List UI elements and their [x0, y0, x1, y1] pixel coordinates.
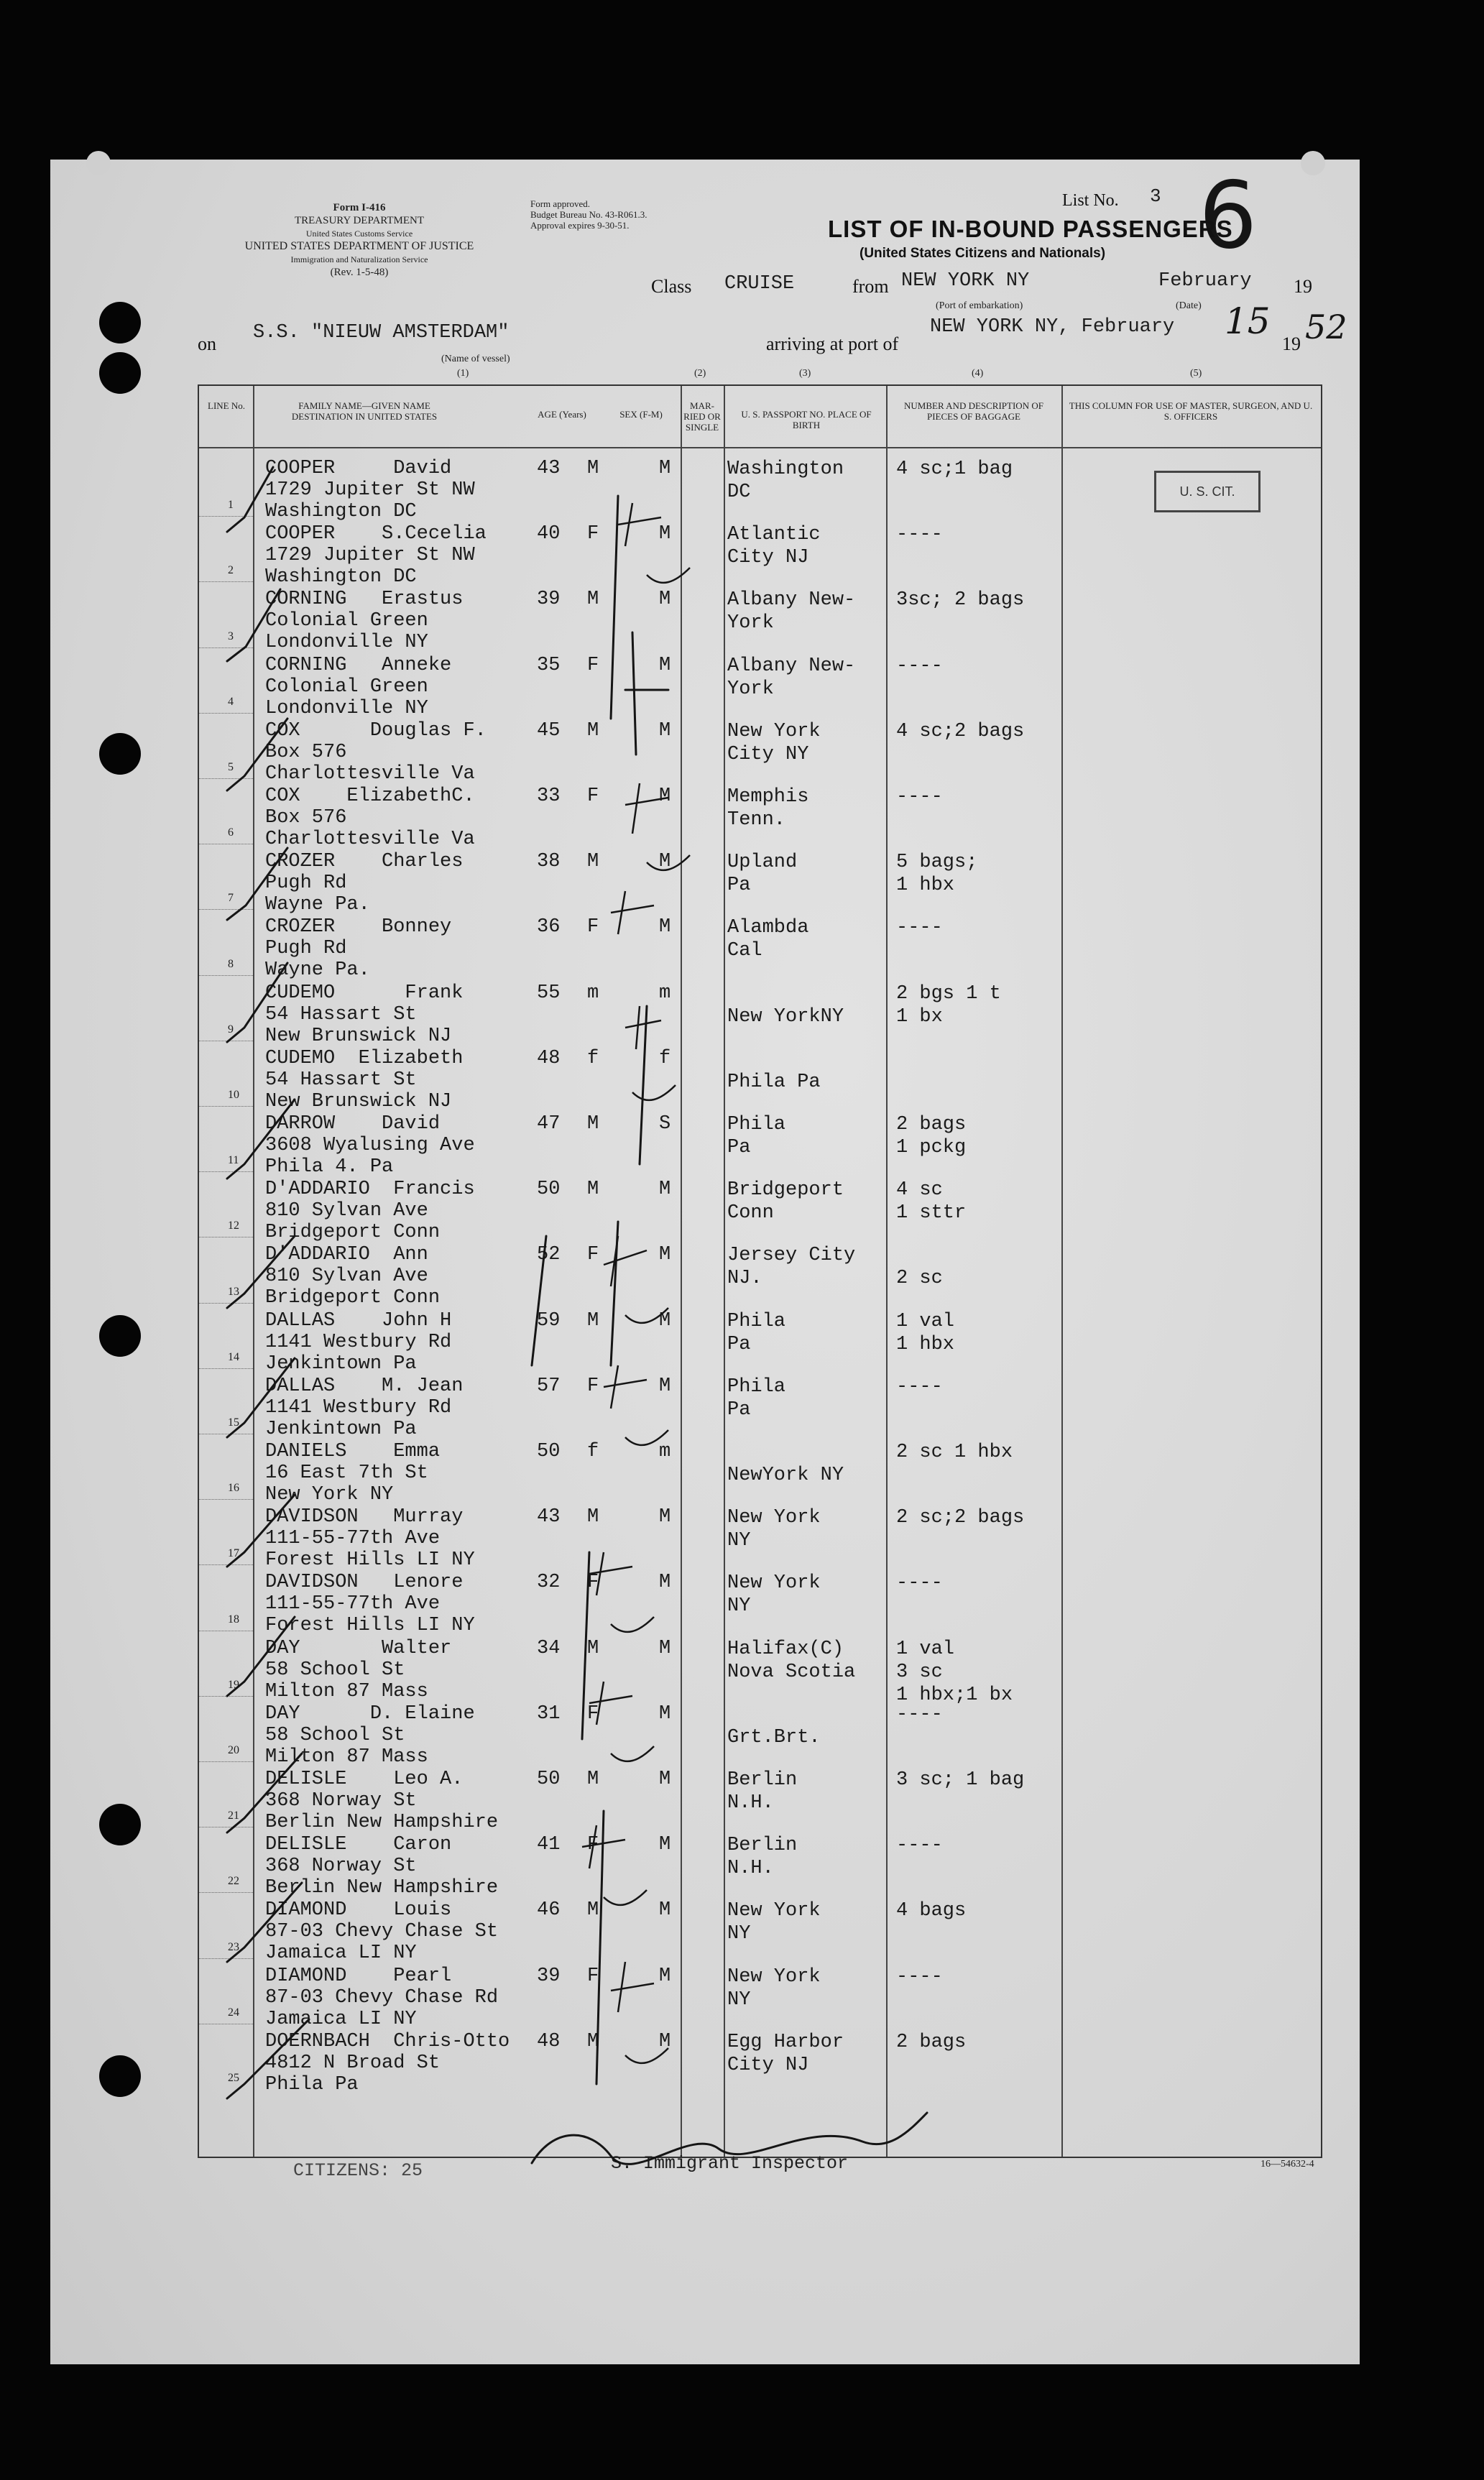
passenger-marital-status: m	[659, 1441, 671, 1462]
passenger-marital-status: M	[659, 654, 671, 676]
line-number: 24	[228, 2006, 239, 2019]
line-number: 17	[228, 1547, 239, 1560]
passenger-name-address: DAY D. Elaine 58 School St Milton 87 Mass	[265, 1702, 475, 1768]
passenger-sex: M	[587, 589, 599, 611]
passenger-name-address: CORNING Anneke Colonial Green Londonville NY	[265, 654, 452, 719]
table-row	[199, 1564, 1324, 1637]
table-row	[199, 1434, 1324, 1506]
passenger-age: 59	[537, 1309, 561, 1332]
baggage-description: 2 bgs 1 t 1 bx	[896, 982, 1001, 1028]
line-number: 23	[228, 1940, 239, 1953]
table-row	[199, 1237, 1324, 1309]
table-row	[199, 1892, 1324, 1965]
passenger-marital-status: M	[659, 589, 671, 611]
col-name	[257, 400, 472, 422]
arrival-year: 52	[1305, 308, 1347, 346]
passenger-sex: M	[587, 1769, 599, 1790]
table-row	[199, 2024, 1324, 2096]
passenger-name-address: DARROW David 3608 Wyalusing Ave Phila 4. Pa	[265, 1113, 475, 1178]
dept-line: TREASURY DEPARTMENT	[294, 215, 425, 226]
arrival-day: 15	[1225, 300, 1271, 342]
table-row	[199, 778, 1324, 850]
passenger-name-address: DANIELS Emma 16 East 7th St New York NY	[265, 1441, 441, 1506]
passenger-sex: F	[587, 785, 599, 807]
passenger-name-address: DOERNBACH Chris-Otto 4812 N Broad St Phila Pa	[265, 2030, 510, 2096]
passenger-age: 57	[537, 1375, 561, 1397]
table-row	[199, 1041, 1324, 1112]
embarkation-caption: (Port of embarkation)	[936, 300, 1023, 311]
passenger-age: 39	[537, 1965, 561, 1987]
passenger-marital-status: M	[659, 719, 671, 742]
passenger-marital-status: M	[659, 916, 671, 939]
table-row	[199, 1696, 1324, 1768]
passenger-age: 43	[537, 458, 561, 479]
passenger-sex: F	[587, 1834, 599, 1856]
passenger-age: 40	[537, 523, 561, 545]
table-row	[199, 581, 1324, 654]
passenger-age: 48	[537, 2030, 561, 2052]
passenger-age: 43	[537, 1506, 561, 1529]
baggage-description: ----	[896, 524, 943, 546]
place-of-birth: Grt.Brt.	[727, 1726, 821, 1748]
passenger-table	[198, 384, 1322, 2158]
page-title: LIST OF IN-BOUND PASSENGERS	[828, 216, 1233, 242]
baggage-description: ----	[896, 786, 943, 808]
passenger-name-address: COOPER S.Cecelia 1729 Jupiter St NW Washington DC	[265, 523, 487, 589]
passenger-name-address: DIAMOND Louis 87-03 Chevy Chase St Jamaica LI NY	[265, 1899, 499, 1965]
place-of-birth: Albany New- York	[727, 655, 856, 700]
place-of-birth: Halifax(C) Nova Scotia	[727, 1638, 856, 1683]
passenger-name-address: COX ElizabethC. Box 576 Charlottesville Va	[265, 785, 475, 850]
passenger-sex: F	[587, 916, 599, 939]
binder-hole	[99, 2055, 141, 2097]
baggage-description: 3sc; 2 bags	[896, 589, 1025, 612]
line-number: 2	[228, 564, 234, 577]
passenger-age: 48	[537, 1047, 561, 1069]
passenger-marital-status: M	[659, 1834, 671, 1856]
place-of-birth: New York NY	[727, 1900, 821, 1945]
passenger-age: 31	[537, 1702, 561, 1725]
line-number: 11	[228, 1154, 239, 1167]
baggage-description: 1 val 3 sc 1 hbx;1 bx	[896, 1638, 1013, 1706]
baggage-description: ----	[896, 1375, 943, 1398]
table-row	[199, 1631, 1324, 1706]
baggage-description: 5 bags; 1 hbx	[896, 852, 978, 897]
line-number: 16	[228, 1482, 239, 1495]
passenger-age: 50	[537, 1769, 561, 1790]
place-of-birth: Phila Pa	[727, 1114, 786, 1158]
inspector-caption: S. Immigrant Inspector	[611, 2153, 849, 2174]
table-row	[199, 516, 1324, 589]
class-label: Class	[651, 276, 692, 297]
passenger-sex: M	[587, 1899, 599, 1922]
passenger-sex: M	[587, 1113, 599, 1135]
passenger-age: 55	[537, 982, 561, 1004]
table-row	[199, 1499, 1324, 1572]
line-number: 1	[228, 499, 234, 512]
table-row	[199, 1171, 1324, 1244]
line-number: 5	[228, 760, 234, 773]
arrival-year-prefix: 19	[1282, 333, 1301, 354]
passenger-marital-status: M	[659, 851, 671, 873]
table-row	[199, 844, 1324, 916]
table-row	[199, 713, 1324, 785]
line-number: 21	[228, 1810, 239, 1822]
citizens-count: CITIZENS: 25	[293, 2160, 423, 2181]
baggage-description: ----	[896, 655, 943, 677]
place-of-birth: Memphis Tenn.	[727, 786, 809, 831]
line-number: 4	[228, 695, 234, 708]
place-of-birth: Bridgeport Conn	[727, 1179, 844, 1225]
list-number-small: 3	[1150, 185, 1161, 207]
place-of-birth: Albany New- York	[727, 589, 856, 635]
col-passport: U. S. PASSPORT NO. PLACE OF BIRTH	[741, 409, 872, 430]
embarkation-port: NEW YORK NY	[901, 270, 1030, 292]
place-of-birth: New York City NY	[727, 720, 821, 765]
passenger-name-address: DAVIDSON Lenore 111-55-77th Ave Forest Hills LI NY	[265, 1572, 475, 1637]
line-number: 14	[228, 1350, 239, 1363]
passenger-marital-status: M	[659, 1769, 671, 1790]
passenger-sex: M	[587, 719, 599, 742]
passenger-age: 39	[537, 589, 561, 611]
place-of-birth: Berlin N.H.	[727, 1835, 798, 1880]
passenger-age: 38	[537, 851, 561, 873]
class-value: CRUISE	[724, 273, 795, 295]
baggage-description: 1 val 1 hbx	[896, 1310, 955, 1355]
dept-line: UNITED STATES DEPARTMENT OF JUSTICE	[244, 240, 474, 252]
passenger-name-address: CROZER Charles Pugh Rd Wayne Pa.	[265, 851, 464, 916]
approval-line: Approval expires 9-30-51.	[530, 220, 630, 231]
table-row	[199, 1368, 1324, 1440]
place-of-birth: Washington DC	[727, 458, 844, 503]
passenger-name-address: DELISLE Caron 368 Norway St Berlin New Hampshire	[265, 1834, 499, 1899]
passenger-marital-status: M	[659, 1965, 671, 1987]
dept-line: (Rev. 1-5-48)	[330, 267, 389, 278]
table-row	[199, 909, 1324, 982]
passenger-sex: F	[587, 523, 599, 545]
column-number: (2)	[694, 368, 706, 379]
table-row	[199, 1106, 1324, 1178]
passenger-name-address: DELISLE Leo A. 368 Norway St Berlin New Hampshire	[265, 1769, 499, 1833]
baggage-description: 4 bags	[896, 1900, 967, 1922]
place-of-birth: Egg Harbor City NJ	[727, 2031, 844, 2076]
passenger-sex: M	[587, 2030, 599, 2052]
passenger-marital-status: M	[659, 458, 671, 479]
baggage-description: ----	[896, 917, 943, 939]
place-of-birth: Phila Pa	[727, 1375, 786, 1421]
col-married: MAR-RIED OR SINGLE	[683, 400, 721, 433]
column-number: (5)	[1190, 368, 1202, 379]
line-number: 19	[228, 1678, 239, 1691]
place-of-birth: Berlin N.H.	[727, 1769, 798, 1814]
passenger-age: 50	[537, 1179, 561, 1201]
passenger-sex: f	[587, 1047, 599, 1069]
page-subtitle: (United States Citizens and Nationals)	[859, 246, 1106, 261]
list-label: List No.	[1062, 191, 1119, 210]
passenger-marital-status: m	[659, 982, 671, 1004]
place-of-birth: Jersey City NJ.	[727, 1245, 856, 1290]
column-number: (1)	[457, 368, 469, 379]
line-number: 10	[228, 1088, 239, 1101]
passenger-age: 50	[537, 1441, 561, 1462]
binder-hole	[99, 733, 141, 775]
passenger-marital-status: M	[659, 1506, 671, 1529]
place-of-birth: Alambda Cal	[727, 917, 809, 962]
passenger-sex: F	[587, 1244, 599, 1266]
passenger-age: 46	[537, 1899, 561, 1922]
line-number: 22	[228, 1875, 239, 1888]
line-number: 20	[228, 1743, 239, 1756]
line-number: 12	[228, 1220, 239, 1232]
passenger-name-address: CUDEMO Elizabeth 54 Hassart St New Brunswick NJ	[265, 1047, 464, 1112]
passenger-sex: F	[587, 1965, 599, 1987]
passenger-sex: M	[587, 458, 599, 479]
line-number: 15	[228, 1416, 239, 1429]
embarkation-date: February	[1158, 270, 1252, 292]
dept-line: United States Customs Service	[305, 229, 413, 239]
passenger-age: 35	[537, 654, 561, 676]
passenger-sex: M	[587, 851, 599, 873]
binder-hole	[99, 1804, 141, 1845]
punch-hole	[1301, 151, 1325, 175]
place-of-birth: Atlantic City NJ	[727, 524, 821, 569]
place-of-birth: New York NY	[727, 1965, 821, 2011]
baggage-description: ----	[896, 1965, 943, 1988]
passenger-marital-status: M	[659, 1899, 671, 1922]
place-of-birth: New YorkNY	[727, 1005, 844, 1028]
passenger-age: 33	[537, 785, 561, 807]
passenger-age: 41	[537, 1834, 561, 1856]
table-row	[199, 1761, 1324, 1833]
passenger-marital-status: M	[659, 1572, 671, 1594]
col-officers: THIS COLUMN FOR USE OF MASTER, SURGEON, AND U. S. OFFICERS	[1069, 400, 1313, 422]
binder-hole	[99, 1315, 141, 1357]
table-row	[199, 1827, 1324, 1899]
passenger-sex: M	[587, 1309, 599, 1332]
baggage-description: ----	[896, 1835, 943, 1857]
year-prefix: 19	[1294, 276, 1312, 297]
place-of-birth: Phila Pa	[727, 1071, 821, 1093]
passenger-sex: M	[587, 1179, 599, 1201]
baggage-description: ----	[896, 1572, 943, 1595]
passenger-name-address: DALLAS John H 1141 Westbury Rd Jenkintown Pa	[265, 1309, 452, 1375]
passenger-sex: m	[587, 982, 599, 1004]
passenger-age: 52	[537, 1244, 561, 1266]
vessel-caption: (Name of vessel)	[441, 354, 510, 364]
approval-line: Form approved.	[530, 198, 591, 209]
passenger-marital-status: M	[659, 523, 671, 545]
line-number: 9	[228, 1023, 234, 1036]
col-line-no: LINE No.	[208, 400, 245, 411]
passenger-marital-status: M	[659, 785, 671, 807]
col-baggage: NUMBER AND DESCRIPTION OF PIECES OF BAGGAGE	[904, 400, 1043, 422]
passenger-sex: F	[587, 1375, 599, 1397]
approval-line: Budget Bureau No. 43-R061.3.	[530, 209, 647, 220]
dept-line: Immigration and Naturalization Service	[290, 254, 428, 264]
place-of-birth: Phila Pa	[727, 1310, 786, 1355]
table-row	[199, 1303, 1324, 1375]
from-label: from	[852, 276, 889, 297]
table-row	[199, 1958, 1324, 2030]
date-caption: (Date)	[1176, 300, 1202, 311]
passenger-sex: M	[587, 1637, 599, 1659]
passenger-name-address: CORNING Erastus Colonial Green Londonville NY	[265, 589, 464, 654]
baggage-description: 2 sc;2 bags	[896, 1507, 1025, 1529]
passenger-marital-status: f	[659, 1047, 671, 1069]
passenger-name-address: CUDEMO Frank 54 Hassart St New Brunswick NJ	[265, 982, 464, 1047]
line-number: 25	[228, 2071, 239, 2084]
baggage-description: 2 bags	[896, 2031, 967, 2053]
form-header-left	[194, 201, 525, 279]
passenger-name-address: COX Douglas F. Box 576 Charlottesville Va	[265, 719, 487, 785]
baggage-description: 4 sc 1 sttr	[896, 1179, 967, 1225]
binder-hole	[99, 302, 141, 344]
punch-hole	[86, 151, 111, 175]
passenger-name-address: D'ADDARIO Ann 810 Sylvan Ave Bridgeport Conn	[265, 1244, 441, 1309]
passenger-age: 32	[537, 1572, 561, 1594]
us-citizen-stamp: U. S. CIT.	[1154, 471, 1261, 512]
col-age: AGE (Years)	[538, 409, 586, 420]
col-name-label: FAMILY NAME—GIVEN NAME	[298, 400, 430, 411]
passenger-age: 36	[537, 916, 561, 939]
passenger-age: 45	[537, 719, 561, 742]
baggage-description: 2 sc 1 hbx	[896, 1442, 1013, 1463]
baggage-description: 2 sc	[896, 1268, 943, 1290]
arriving-label: arriving at port of	[766, 333, 899, 354]
form-number: Form I-416	[333, 202, 386, 213]
passenger-marital-status: M	[659, 1244, 671, 1266]
passenger-marital-status: M	[659, 1637, 671, 1659]
passenger-sex: F	[587, 1702, 599, 1725]
baggage-description: 3 sc; 1 bag	[896, 1769, 1025, 1791]
passenger-marital-status: M	[659, 1179, 671, 1201]
passenger-age: 34	[537, 1637, 561, 1659]
print-code: 16—54632-4	[1261, 2159, 1314, 2170]
table-row	[199, 975, 1324, 1047]
passenger-sex: F	[587, 654, 599, 676]
passenger-name-address: DAY Walter 58 School St Milton 87 Mass	[265, 1637, 452, 1702]
arrival-port: NEW YORK NY, February	[930, 316, 1175, 338]
place-of-birth: New York NY	[727, 1507, 821, 1552]
on-label: on	[198, 333, 216, 354]
place-of-birth: New York NY	[727, 1572, 821, 1618]
list-number-large: 6	[1199, 162, 1258, 269]
line-number: 7	[228, 892, 234, 905]
baggage-description: 2 bags 1 pckg	[896, 1114, 967, 1158]
baggage-description: ----	[896, 1703, 943, 1725]
line-number: 18	[228, 1613, 239, 1626]
passenger-marital-status: S	[659, 1113, 671, 1135]
column-number: (3)	[799, 368, 811, 379]
passenger-marital-status: M	[659, 1309, 671, 1332]
passenger-name-address: DAVIDSON Murray 111-55-77th Ave Forest Hills LI NY	[265, 1506, 475, 1572]
passenger-marital-status: M	[659, 1702, 671, 1725]
col-sex: SEX (F-M)	[619, 409, 663, 420]
passenger-name-address: CROZER Bonney Pugh Rd Wayne Pa.	[265, 916, 452, 982]
column-number: (4)	[972, 368, 984, 379]
passenger-name-address: DALLAS M. Jean 1141 Westbury Rd Jenkintown Pa	[265, 1375, 464, 1440]
baggage-description: 4 sc;1 bag	[896, 458, 1013, 480]
passenger-sex: F	[587, 1572, 599, 1594]
line-number: 3	[228, 630, 234, 642]
vessel-name: S.S. "NIEUW AMSTERDAM"	[253, 322, 510, 344]
passenger-name-address: COOPER David 1729 Jupiter St NW Washington DC	[265, 458, 475, 522]
line-number: 13	[228, 1285, 239, 1298]
passenger-name-address: D'ADDARIO Francis 810 Sylvan Ave Bridgeport Conn	[265, 1179, 475, 1244]
passenger-name-address: DIAMOND Pearl 87-03 Chevy Chase Rd Jamaica LI NY	[265, 1965, 499, 2030]
baggage-description: 4 sc;2 bags	[896, 720, 1025, 742]
col-destination-label: DESTINATION IN UNITED STATES	[291, 411, 438, 422]
line-number: 6	[228, 826, 234, 839]
table-row	[199, 647, 1324, 719]
passenger-age: 47	[537, 1113, 561, 1135]
passenger-sex: M	[587, 1506, 599, 1529]
form-approval	[530, 198, 717, 231]
binder-hole	[99, 352, 141, 394]
passenger-marital-status: M	[659, 2030, 671, 2052]
place-of-birth: Upland Pa	[727, 852, 798, 897]
place-of-birth: NewYork NY	[727, 1465, 844, 1486]
passenger-sex: f	[587, 1441, 599, 1462]
line-number: 8	[228, 957, 234, 970]
passenger-marital-status: M	[659, 1375, 671, 1397]
